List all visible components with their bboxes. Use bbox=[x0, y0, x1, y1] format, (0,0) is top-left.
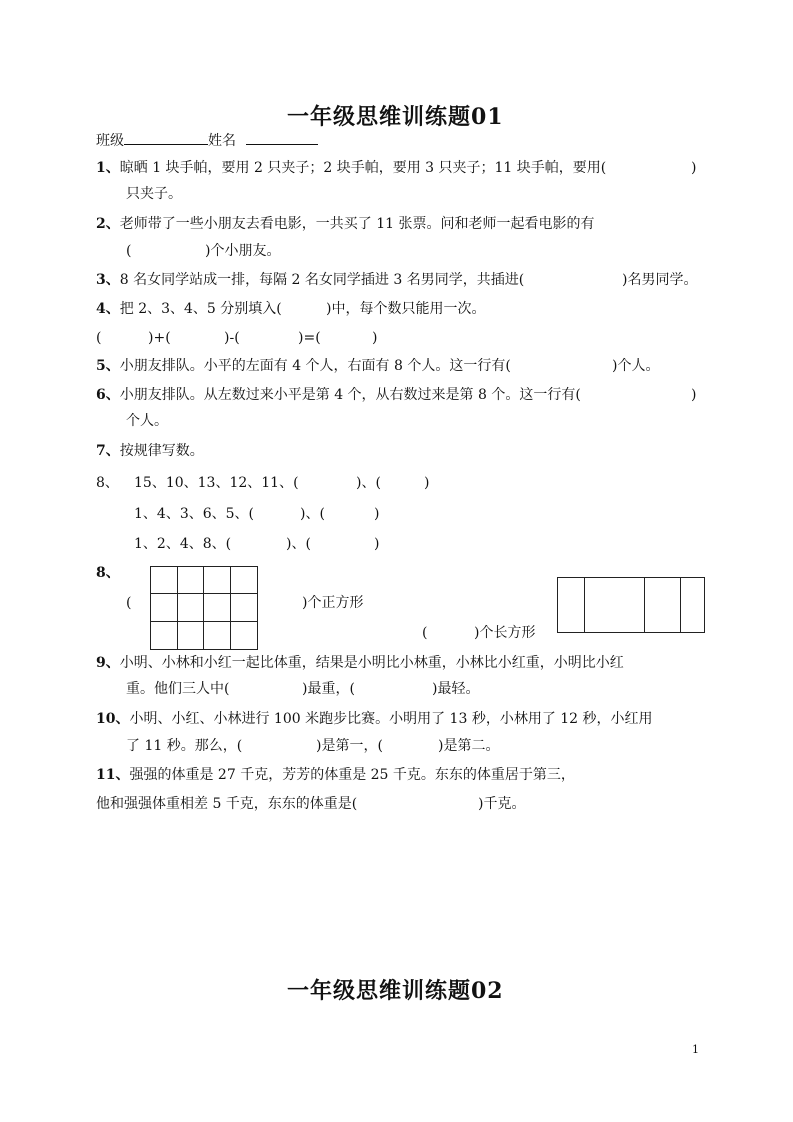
grid-cell bbox=[204, 567, 231, 594]
question-text-cont: )最轻。 bbox=[432, 681, 480, 697]
sequence-1-mid: )、( bbox=[356, 475, 381, 491]
question-text: 8 名女同学站成一排，每隔 2 名女同学插进 3 名男同学，共插进( bbox=[119, 272, 525, 288]
grid-cell bbox=[178, 567, 205, 594]
question-number: 7、 bbox=[96, 443, 120, 459]
equation-part: )=( bbox=[298, 330, 321, 346]
question-9 bbox=[96, 654, 624, 672]
question-number: 11、 bbox=[96, 767, 130, 783]
equation-part: )-( bbox=[224, 330, 240, 346]
question-number: 5、 bbox=[96, 358, 120, 374]
question-7 bbox=[96, 442, 204, 460]
question-number: 8、 bbox=[96, 565, 120, 581]
sequence-3-end: ) bbox=[374, 536, 380, 552]
header-row bbox=[96, 130, 318, 150]
question-text-cont: )千克。 bbox=[478, 796, 526, 812]
sequence-3-mid: )、( bbox=[286, 536, 311, 552]
next-page-title: 一年级思维训练题02 bbox=[287, 978, 504, 1004]
question-1 bbox=[96, 159, 606, 177]
answer-open: ( bbox=[422, 625, 428, 641]
equation-part: )+( bbox=[148, 330, 171, 346]
answer-close: ) bbox=[691, 160, 697, 176]
grid-cell bbox=[151, 594, 178, 621]
question-text-cont: )是第一，( bbox=[316, 738, 383, 754]
question-number: 3、 bbox=[96, 272, 120, 288]
strip-cell bbox=[558, 578, 585, 632]
sequence-2-mid: )、( bbox=[300, 506, 325, 522]
strip-cell bbox=[585, 578, 645, 632]
question-number: 4、 bbox=[96, 301, 120, 317]
name-label: 姓名 bbox=[208, 133, 236, 149]
question-5 bbox=[96, 357, 511, 375]
question-2 bbox=[96, 215, 594, 233]
question-6 bbox=[96, 386, 581, 404]
question-number: 1、 bbox=[96, 160, 120, 176]
name-field[interactable] bbox=[246, 130, 318, 145]
question-text-cont: )最重，( bbox=[302, 681, 355, 697]
question-number: 6、 bbox=[96, 387, 120, 403]
question-text-cont: )名男同学。 bbox=[622, 272, 698, 288]
rectangle-strip-figure bbox=[557, 577, 705, 633]
question-11 bbox=[96, 766, 575, 784]
question-text: 小明、小林和小红一起比体重，结果是小明比小林重，小林比小红重，小明比小红 bbox=[119, 655, 624, 671]
question-text: 晾晒 1 块手帕，要用 2 只夹子；2 块手帕，要用 3 只夹子；11 块手帕，要用( bbox=[119, 160, 607, 176]
question-number: 9、 bbox=[96, 655, 120, 671]
question-text-cont: )中，每个数只能用一次。 bbox=[326, 301, 486, 317]
question-3 bbox=[96, 271, 524, 289]
grid-cell bbox=[204, 622, 231, 649]
question-text-cont: )个小朋友。 bbox=[205, 243, 281, 259]
sequence-2-end: ) bbox=[374, 506, 380, 522]
page-number: 1 bbox=[692, 1043, 699, 1056]
question-text-cont: 只夹子。 bbox=[126, 186, 182, 202]
strip-cell bbox=[681, 578, 704, 632]
question-text: 小朋友排队。从左数过来小平是第 4 个，从右数过来是第 8 个。这一行有( bbox=[119, 387, 581, 403]
question-text-cont: )个人。 bbox=[612, 358, 660, 374]
class-label: 班级 bbox=[96, 133, 124, 149]
question-number: 2、 bbox=[96, 216, 120, 232]
grid-cell bbox=[178, 594, 205, 621]
question-text: 强强的体重是 27 千克，芳芳的体重是 25 千克。东东的体重居于第三， bbox=[129, 767, 575, 783]
page-title: 一年级思维训练题01 bbox=[287, 104, 504, 130]
equation-part: ) bbox=[372, 330, 378, 346]
answer-open: ( bbox=[126, 595, 132, 611]
question-text: 把 2、3、4、5 分别填入( bbox=[119, 301, 282, 317]
question-number: 10、 bbox=[96, 711, 130, 727]
answer-open: ( bbox=[126, 243, 132, 259]
question-text-cont: 个人。 bbox=[126, 413, 168, 429]
strip-cell bbox=[645, 578, 681, 632]
question-text: 按规律写数。 bbox=[119, 443, 204, 459]
question-4 bbox=[96, 300, 282, 318]
question-text-cont: 他和强强体重相差 5 千克，东东的体重是( bbox=[96, 796, 358, 812]
sequence-1-start: 15、10、13、12、11、( bbox=[134, 475, 299, 491]
question-text-cont: )是第二。 bbox=[438, 738, 500, 754]
answer-close: ) bbox=[691, 387, 697, 403]
question-text: 小朋友排队。小平的左面有 4 个人，右面有 8 个人。这一行有( bbox=[119, 358, 511, 374]
grid-cell bbox=[231, 594, 258, 621]
grid-cell bbox=[231, 622, 258, 649]
sequence-2-start: 1、4、3、6、5、( bbox=[134, 506, 254, 522]
sequence-1-end: ) bbox=[424, 475, 430, 491]
grid-cell bbox=[178, 622, 205, 649]
sequence-3-start: 1、2、4、8、( bbox=[134, 536, 232, 552]
grid-cell bbox=[151, 622, 178, 649]
grid-cell bbox=[204, 594, 231, 621]
equation-part: ( bbox=[96, 330, 102, 346]
question-number: 8、 bbox=[96, 475, 119, 491]
question-text: 老师带了一些小朋友去看电影，一共买了 11 张票。问和老师一起看电影的有 bbox=[119, 216, 595, 232]
square-grid-figure bbox=[150, 566, 258, 650]
question-text-cont: 了 11 秒。那么，( bbox=[126, 738, 243, 754]
class-field[interactable] bbox=[124, 130, 208, 145]
squares-count-label: )个正方形 bbox=[302, 595, 364, 611]
question-8-sequences bbox=[96, 474, 119, 492]
rectangles-count-label: )个长方形 bbox=[474, 625, 536, 641]
question-text-cont: 重。他们三人中( bbox=[126, 681, 230, 697]
grid-cell bbox=[151, 567, 178, 594]
question-text: 小明、小红、小林进行 100 米跑步比赛。小明用了 13 秒，小林用了 12 秒，小红用 bbox=[129, 711, 653, 727]
grid-cell bbox=[231, 567, 258, 594]
question-10 bbox=[96, 710, 653, 728]
